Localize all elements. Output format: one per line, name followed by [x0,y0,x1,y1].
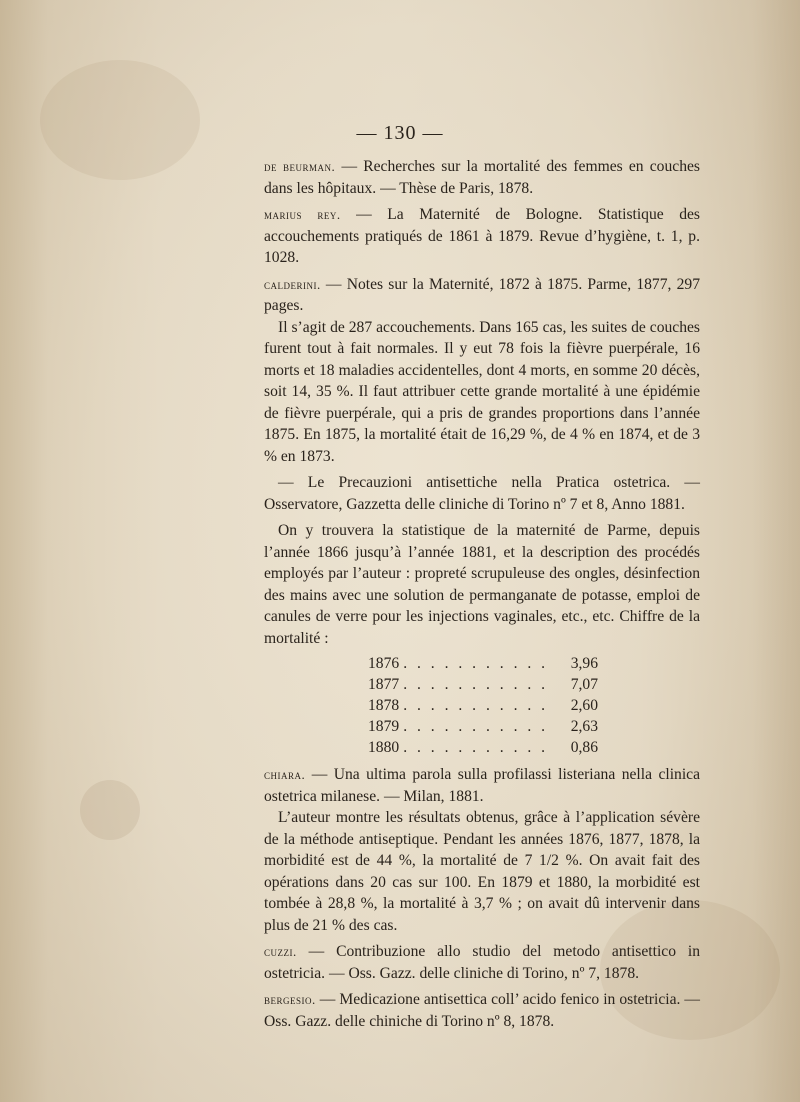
entry-text: — Medicazione antisettica coll’ acido fenico in ostetricia. — Oss. Gazz. delle chiniche di Torino nº 8, 1878. [264,991,700,1030]
entry-author: bergesio. [264,992,316,1007]
bibliography-entry [264,764,700,807]
leader-dots: . . . . . . . . . . . [403,655,549,672]
entry-author: chiara. [264,767,306,782]
table-year: 1877 [368,676,400,693]
leader-dots: . . . . . . . . . . . [403,676,549,693]
paper-stain [40,60,200,180]
table-row [368,716,598,737]
entry-text: — Recherches sur la mortalité des femmes en couches dans les hôpitaux. — Thèse de Paris, 1878. [264,158,700,197]
entry-author: marius rey. [264,207,341,222]
paper-stain [80,780,140,840]
table-year: 1880 [368,739,400,756]
mortality-table [368,653,598,758]
table-row [368,674,598,695]
bibliography-entry [264,156,700,199]
entry-author: calderini. [264,276,321,292]
entry-author: de beurman. [264,159,336,174]
bibliography-entry [264,989,700,1032]
table-year: 1878 [368,697,400,714]
bibliography-entry: — Le Precauzioni antisettiche nella Pratica ostetrica. — Osservatore, Gazzetta delle cliniche di Torino nº 7 et 8, Anno 1881. [264,474,700,513]
table-value: 7,07 [570,676,598,693]
body-paragraph: L’auteur montre les résultats obtenus, grâce à l’application sévère de la méthode antiseptique. Pendant les années 1876, 1877, 1878, la morbidité est de 44 %, la mortalité de 7 1/2 %. On avait fait des opérations dans 20 cas sur 100. En 1879 et 1880, la morbidité est tombée à 28,8 %, la mortalité à 3,7 % ; on avait dû intervenir dans plus de 21 % des cas. [264,809,700,934]
table-year: 1876 [368,655,400,672]
table-row [368,695,598,716]
bibliography-entry [264,274,700,317]
body-paragraph: Il s’agit de 287 accouchements. Dans 165 cas, les suites de couches furent tout à fait normales. Il y eut 78 fois la fièvre puerpérale, 16 morts et 18 maladies accidentelles, dont 4 morts, en somme 20 décès, soit 14, 35 %. Il faut attribuer cette grande mortalité à une épidémie de fièvre puerpérale, qui a pris de grandes proportions dans l’année 1875. En 1875, la mortalité était de 16,29 %, de 4 % en 1874, et de 3 % en 1873. [264,318,700,465]
table-row [368,737,598,758]
table-value: 0,86 [570,739,598,756]
bibliography-entry [264,941,700,984]
entry-text: — Contribuzione allo studio del metodo antisettico in ostetricia. — Oss. Gazz. delle cliniche di Torino, nº 7, 1878. [264,943,700,982]
table-value: 3,96 [570,655,598,672]
table-year: 1879 [368,718,400,735]
entry-text: — Una ultima parola sulla profilassi listeriana nella clinica ostetrica milanese. — Milan, 1881. [264,766,700,805]
bibliography-entry [264,204,700,269]
leader-dots: . . . . . . . . . . . [403,697,549,714]
table-value: 2,60 [570,697,598,714]
entry-text: — Notes sur la Maternité, 1872 à 1875. Parme, 1877, 297 pages. [264,275,700,314]
entry-author: cuzzi. [264,944,297,959]
page-content [264,156,700,1037]
table-value: 2,63 [570,718,598,735]
leader-dots: . . . . . . . . . . . [403,718,549,735]
body-paragraph: On y trouvera la statistique de la maternité de Parme, depuis l’année 1866 jusqu’à l’année 1881, et la description des procédés employés par l’auteur : propreté scrupuleuse des ongles, désinfection des mains avec une solution de permanganate de potasse, emploi de canules de verre pour les injections vaginales, etc., etc. Chiffre de la mortalité : [264,522,700,647]
table-row [368,653,598,674]
leader-dots: . . . . . . . . . . . [403,739,549,756]
entry-text: — La Maternité de Bologne. Statistique des accouchements pratiqués de 1861 à 1879. Revue d’hygiène, t. 1, p. 1028. [264,206,701,266]
page-number: — 130 — [356,122,444,144]
